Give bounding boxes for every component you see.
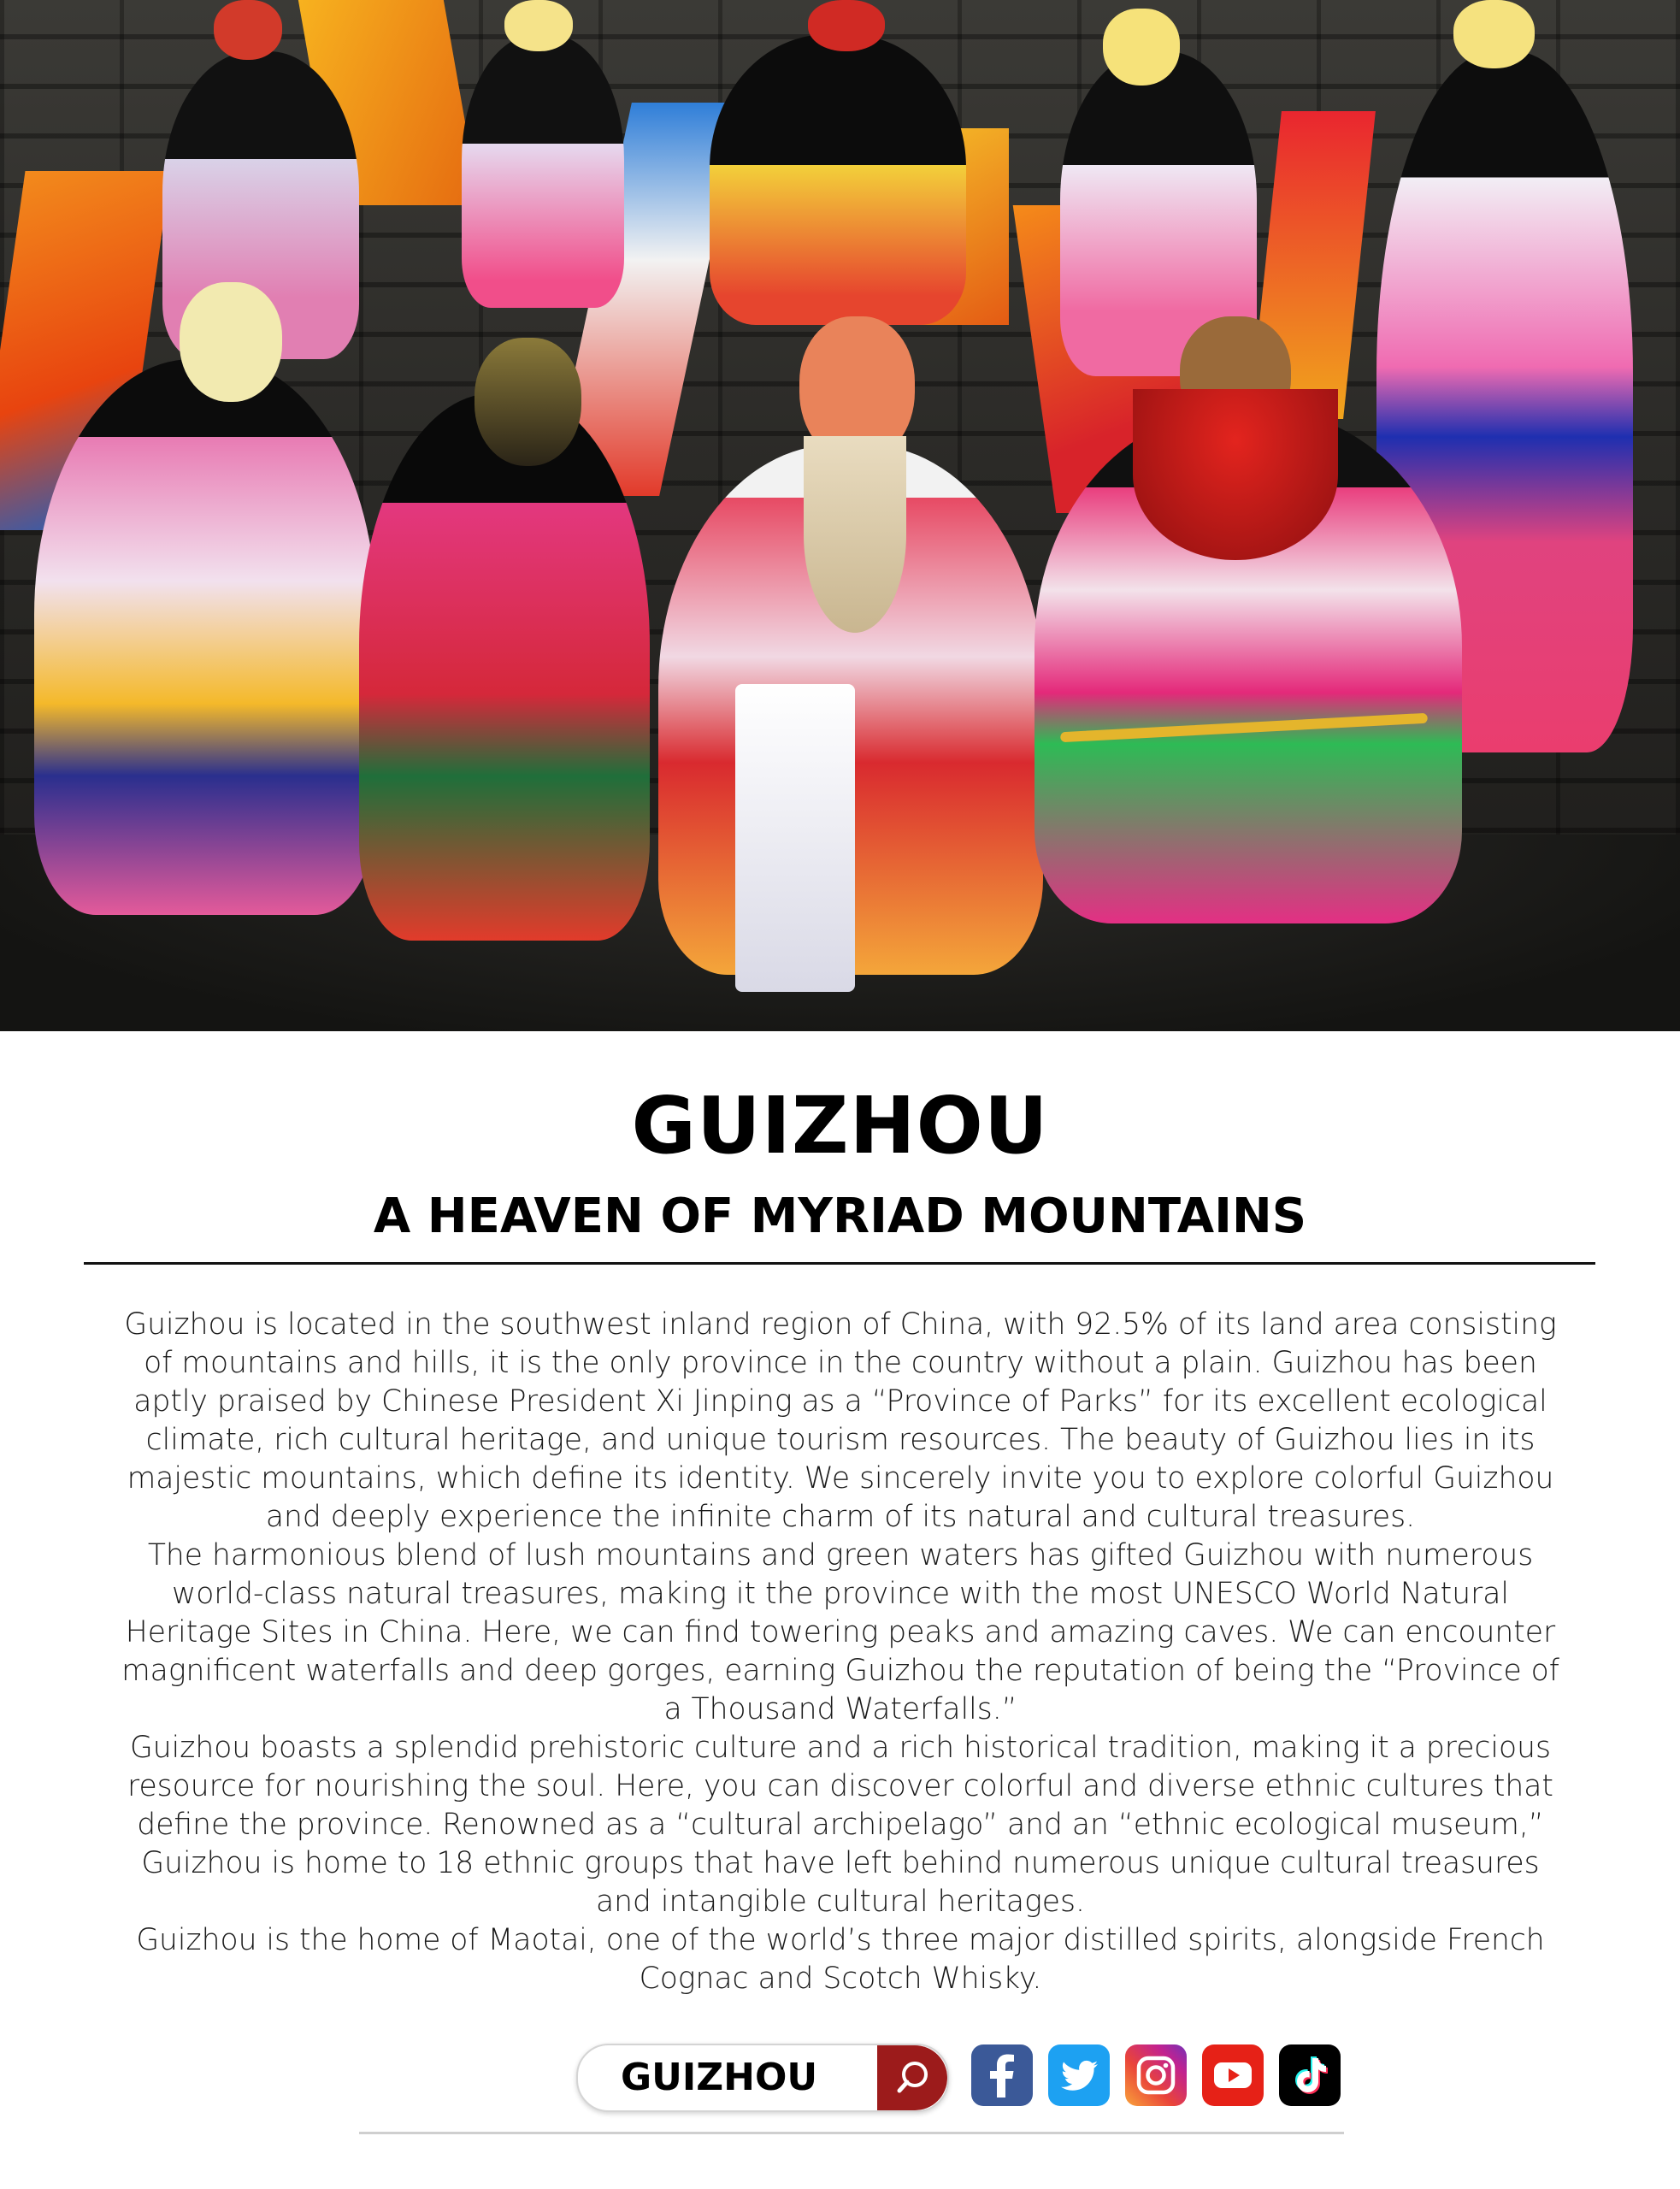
- body-paragraph: Guizhou is located in the southwest inland region of China, with 92.5% of its land area consisting of mountains and hills, it is the only province in the country without a plain. Guizhou has been aptly praised by Chinese President Xi Jinping as a “Province of Parks” for its excellent ecological climate, rich cultural heritage, and unique tourism resources. The beauty of Guizhou lies in its majestic mountains, which define its identity. We sincerely invite you to explore colorful Guizhou and deeply experience the infinite charm of its natural and cultural treasures.: [124, 1307, 1557, 1534]
- search-box[interactable]: [576, 2044, 949, 2112]
- body-paragraph: Guizhou is the home of Maotai, one of the world’s three major distilled spirits, alongside French Cognac and Scotch Whisky.: [136, 1923, 1545, 1996]
- search-button[interactable]: [877, 2045, 947, 2110]
- hero-mask: [214, 0, 282, 60]
- hero-photo: [0, 0, 1680, 1031]
- hero-mask: [1103, 9, 1180, 86]
- body-text: [118, 1306, 1563, 1998]
- page-title: GUIZHOU: [631, 1080, 1049, 1171]
- body-paragraph: Guizhou boasts a splendid prehistoric culture and a rich historical tradition, making it a precious resource for nourishing the soul. Here, you can discover colorful and diverse ethnic cultures that define the province. Renowned as a “cultural archipelago” and an “ethnic ecological museum,” Guizhou is home to 18 ethnic groups that have left behind numerous unique cultural treasures and intangible cultural heritages.: [127, 1731, 1553, 1919]
- hero-performer: [34, 359, 376, 915]
- footer-divider: [359, 2132, 1344, 2134]
- tiktok-icon[interactable]: [1279, 2044, 1341, 2106]
- hero-sash: [735, 684, 855, 992]
- search-term: GUIZHOU: [621, 2056, 818, 2099]
- title-divider: [84, 1262, 1595, 1265]
- hero-beard: [1133, 389, 1338, 560]
- search-icon: [877, 2045, 947, 2110]
- hero-beard: [804, 436, 906, 633]
- instagram-icon[interactable]: [1125, 2044, 1187, 2106]
- youtube-icon[interactable]: [1202, 2044, 1264, 2106]
- facebook-icon[interactable]: [971, 2044, 1033, 2106]
- body-paragraph: The harmonious blend of lush mountains and green waters has gifted Guizhou with numerous world-class natural treasures, making it the province with the most UNESCO World Natural Heritage Sites in China. Here, we can find towering peaks and amazing caves. We can encounter magnificent waterfalls and deep gorges, earning Guizhou the reputation of being the “Province of a Thousand Waterfalls.”: [121, 1538, 1559, 1726]
- hero-mask: [504, 0, 573, 51]
- hero-performer: [462, 34, 624, 308]
- twitter-icon[interactable]: [1048, 2044, 1110, 2106]
- hero-performer: [710, 34, 966, 325]
- hero-mask: [1453, 0, 1535, 68]
- hero-mask: [475, 338, 581, 466]
- hero-performer: [359, 393, 650, 941]
- hero-mask: [180, 282, 282, 402]
- page-subtitle: A HEAVEN OF MYRIAD MOUNTAINS: [373, 1189, 1307, 1244]
- hero-mask: [808, 0, 885, 51]
